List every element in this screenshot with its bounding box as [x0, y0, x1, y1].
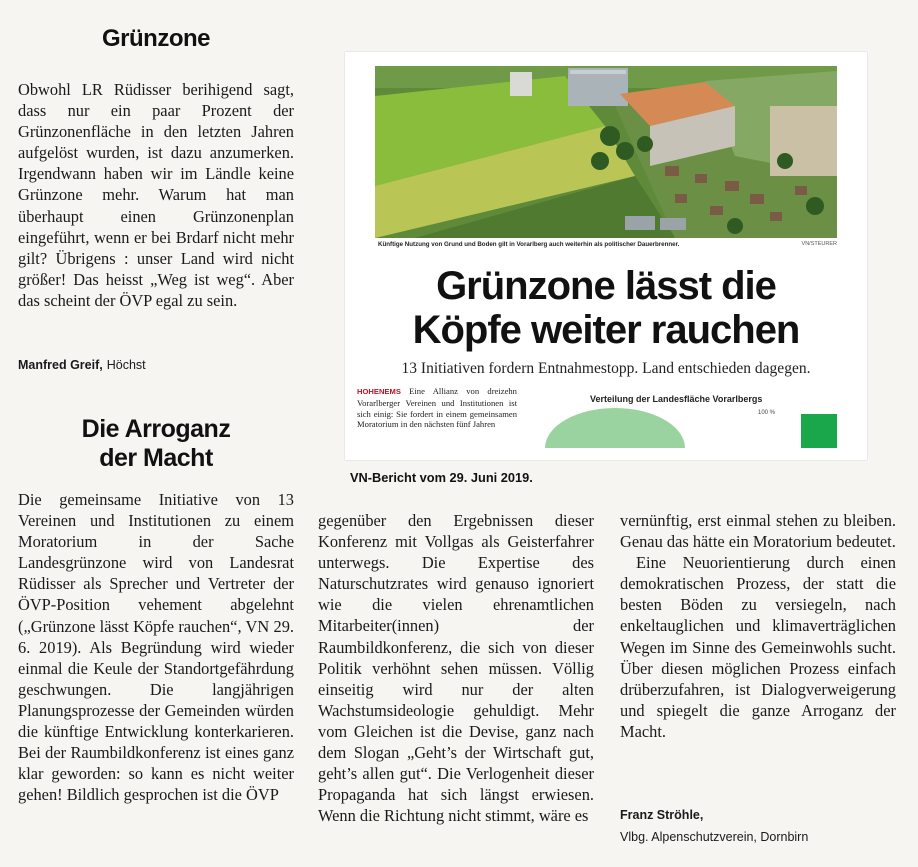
chart-title: Verteilung der Landesfläche Vorarlbergs	[590, 394, 763, 404]
letter-title-gruenzone: Grünzone	[102, 25, 210, 52]
headline-line: Grünzone lässt die	[436, 264, 776, 308]
letter-column-1	[18, 489, 294, 805]
author-place: Vlbg. Alpenschutzverein, Dornbirn	[620, 830, 809, 844]
title-line: Die Arroganz	[81, 415, 231, 443]
title-line: der Macht	[99, 444, 213, 472]
newspaper-clipping	[345, 52, 867, 460]
letter-paragraph: gegenüber den Ergebnissen dieser Konferenz mit Vollgas als Geisterfahrer unterwegs. Die Expertise des Naturschutzrates wird genauso ignoriert wie die vielen ehrenamtlichen Mitarbeiter(innen) der Raumbildkonferenz, die sich von dieser Politik verhöhnt sehen müssen. Völlig einseitig wird nur der alten Wachstumsideologie gehuldigt. Mehr vom Gleichen ist die Devise, ganz nach dem Slogan „Geht’s der Wirtschaft gut, geht’s allen gut“. Die Verlogenheit dieser Propaganda hat sich längst erwiesen. Wenn die Richtung nicht stimmt, wäre es	[318, 511, 594, 826]
author-name: Franz Ströhle,	[620, 808, 704, 822]
chart-percent-label: 100 %	[758, 410, 776, 416]
author-name: Manfred Greif,	[18, 358, 103, 372]
letter-paragraph: Obwohl LR Rüdisser berihigend sagt, dass nur ein paar Prozent der Grünzonenfläche in den letzten Jahren aufgelöst wurden, ist dazu anzumerken. Irgendwann haben wir im Ländle keine Grünzone mehr. Warum hat man überhaupt einen Grünzonenplan eingeführt, wenn er bei Brdarf nicht mehr gilt? Übrigens : unser Land wird nicht größer! Das heisst „Weg ist weg“. Aber das scheint der ÖVP egal zu sein.	[18, 80, 294, 310]
clipping-lead	[357, 386, 517, 430]
photo-credit: VN/STEURER	[801, 241, 837, 247]
aerial-photo	[375, 66, 837, 238]
lead-text: Eine Allianz von dreizehn Vorarlberger Vereinen und Institutionen ist sich einig: Sie fordert in einem gemeinsamen Moratorium in den nächsten fünf Jahren	[357, 386, 517, 430]
letter-signature	[18, 356, 294, 374]
letter-paragraph: Eine Neuorientierung durch einen demokratischen Prozess, der statt die besten Böden zu versiegeln, nach enkeltauglichen und klimaverträglichen Wegen im Sinne des Gemeinwohls sucht. Über diesen möglichen Prozess einfach drüberzufahren, ist Dialogverweigerung und spiegelt die ganze Arroganz der Macht.	[620, 553, 896, 741]
clipping-headline	[355, 264, 857, 352]
aerial-photo-image	[375, 66, 837, 238]
letter-column-3	[620, 510, 896, 742]
letter-column-2	[318, 510, 594, 826]
author-place: Höchst	[106, 358, 146, 372]
chart-graphic	[535, 408, 865, 448]
lead-location: HOHENEMS	[357, 387, 401, 396]
letter-title-arroganz	[18, 415, 294, 473]
photo-caption: Künftige Nutzung von Grund und Boden gilt in Vorarlberg auch weiterhin als politischer Dauerbrenner.	[378, 241, 680, 248]
clipping-caption: VN-Bericht vom 29. Juni 2019.	[350, 470, 533, 485]
chart-green-square	[801, 414, 837, 448]
letter-body-gruenzone	[18, 79, 294, 311]
letter-signature	[620, 804, 896, 848]
clipping-subheadline: 13 Initiativen fordern Entnahmestopp. Land entschieden dagegen.	[401, 360, 811, 377]
letter-paragraph: vernünftig, erst einmal stehen zu bleiben. Genau das hätte ein Moratorium bedeutet.	[620, 511, 896, 552]
headline-line: Köpfe weiter rauchen	[412, 308, 800, 352]
chart-semicircle	[545, 408, 685, 448]
letter-paragraph: Die gemeinsame Initiative von 13 Vereinen und Institutionen zu einem Moratorium in der Sache Landesgrünzone wird von Landesrat Rüdisser als Sprecher und Vertreter der ÖVP-Position vehement abgelehnt („Grünzone lässt Köpfe rauchen“, VN 29. 6. 2019). Als Begründung wird wieder einmal die Keule der Standortgefährdung geschwungen. Die langjährigen Planungsprozesse der Gemeinden würden die künftige Entwicklung konterkarieren. Bei der Raumbildkonferenz ist eines ganz klar geworden: so kann es nicht weiter gehen! Bildlich gesprochen ist die ÖVP	[18, 490, 294, 805]
